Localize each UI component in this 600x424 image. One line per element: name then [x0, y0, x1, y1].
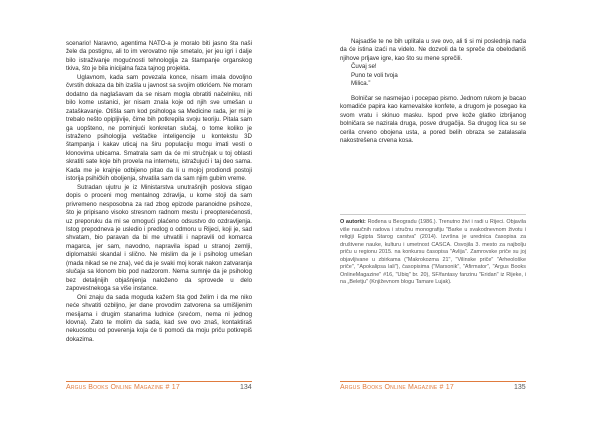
letter-signoff: [340, 63, 526, 88]
left-paragraph-4: Oni znaju da sada moguda kažem šta god želim i da me niko neće shvatiti ozbiljno, jer dane provodim zatvorena sa umišljenim mesijama i drugim stanarima ludnice (srećom, nema ni jednog klovna). Zato te molim da sada, kad sve ovo znaš, kontaktiraš nekuosobu od poverenja koja će ti pomoći da moju priču potkrepiš dokazima.: [66, 293, 252, 343]
right-page-body: [340, 38, 526, 145]
signoff-line-1: Čuvaj se!: [351, 63, 377, 71]
left-page-body: [66, 40, 252, 344]
left-footer-title: Argus Books Online Magazine # 17: [66, 384, 180, 391]
left-page-number: 134: [240, 384, 252, 391]
signoff-line-3: Milica.”: [351, 80, 371, 88]
right-paragraph-1: Najsadše te ne bih uplitala u sve ovo, ali ti si mi poslednja nada da će istina izaći na videlo. Ne dozvoli da te spreče da obelodaniš njihove prljave igre, kao što su mene sprečili.: [340, 38, 526, 62]
right-page-number: 135: [514, 384, 526, 391]
author-divider: [340, 214, 526, 215]
right-footer-rule: [340, 381, 526, 382]
closing-paragraph: Bolničar se nasmejao i pocepao pismo. Jednom rukom je bacao komadiće papira kao karnevalske konfete, a drugom je posegao ka svom vratu i skinuo masku. Ispod prve kože glatko izbrijanog bolničara se nazirala druga, posve drugačija. Sa drugog lica su se cerila crveno obojena usta, a pored belih obraza se zatalasala nakostrešena crvena kosa.: [340, 94, 526, 144]
signoff-line-2: Puno te voli tvoja: [351, 71, 398, 79]
left-paragraph-3: Sutradan ujutru je iz Ministarstva unutrašnjih poslova stigao dopis o proceni mog mentalnog zdravlja, u kome stoji da sam privremeno nesposobna za rad zbog epizode paranoidne psihoze, što je pripisano visoko stresnom radnom mestu i preopterećenosti, uz preporuku da mi se omogući plaćeno odsustvo do ozdravljenja. Istog prepodneva je usledio i predlog o odmoru u Rijeci, koji je, sad shvatam, bio paravan da bi me uhvatili i napravili od komarca magarca, jer sam, navodno, napravila ispad u stranoj zemlji, diplomatski skandal i slično. Ne mislim da je i psiholog umešan (mada nikad se ne zna), već da je svaki moj korak nakon zatvaranja slučaja sa klonom bio pod nadzorom. Nema sumnje da je psiholog bez detaljnijih objašnjenja naloženo da sprovede u delo zapovestnekoga sa više instance.: [66, 183, 252, 293]
left-footer-rule: [66, 381, 252, 382]
author-bio: [340, 219, 526, 287]
left-paragraph-1: scenario! Naravno, agentima NATO-a je moralo biti jasno šta naši žele da postignu, ali to im verovatno nije smetalo, jer jeu igri i dalje bilo istraživanje mogućnosti tehnologija za štampanje organskog tkiva, što je bila inicijalna faza tajnog projekta.: [66, 40, 252, 73]
right-footer-title: Argus Books Online Magazine # 17: [340, 384, 454, 391]
author-text: Rođena u Beogradu (1986.). Trenutno živi i radi u Rijeci. Objavila više naučnih radova i stručnu monografiju "Barke u svakodnevnom životu i religiji Egipta Starog carstva" (2014). Izvršna je urednica časopisa za društvene nauke, kulturu i umetnost CASCA. Osvojila 3. mesto za najbolju priču u regionu 2015. na konkursu časopisa "Avlija". Zamrovske priče su joj objavljivane u zbirkama ("Makrokozma 21", "Vilinske priče" "Arheološke priče", "Apokalipsa lali"), časopisima ("Marsonik", "Afirmator", "Argus Books OnlineMagazine" #16, "Ubiq" br. 20), SF/fantasy fanzinu "Eridan" iz Rijeke, i na „Beletju" (Književnom blogu Tamare Lujak).: [340, 219, 526, 286]
author-label: O autorki:: [340, 219, 366, 225]
left-paragraph-2: Uglavnom, kada sam povezala konce, nisam imala dovoljno čvrstih dokaza da bih izašla u javnost sa svojim otkrićem. Ne moram dodatno da naglašavam da se nisam mogla obratiti načelniku, niti bilo kome ustanici, jer nisam znala koje od njih sve umešan u zataškavanje. Otišla sam kod psihologa sa Medicine rada, jer mi je trebalo nešto opipljivije, čime bih potkrepila svoju teoriju. Pitala sam ga uopšteno, ne pominjući konkretan slučaj, o tome koliko je istraženo psihologija veštačke inteligencije u kontekstu 3D štampanja i kakav uticaj na širu populaciju mogu imati vesti o klonovima ubicama. Smatrala sam da će mi stručnjak u toj oblasti skratiti sate koje bih provela na internetu, istražujući i taj deo sama. Kada me je krajnje odbijeno pitao da li u mojoj prodiondi postoji istorija psihičkih oboljenja, shvatila sam da sam njim gubim vreme.: [66, 73, 252, 183]
